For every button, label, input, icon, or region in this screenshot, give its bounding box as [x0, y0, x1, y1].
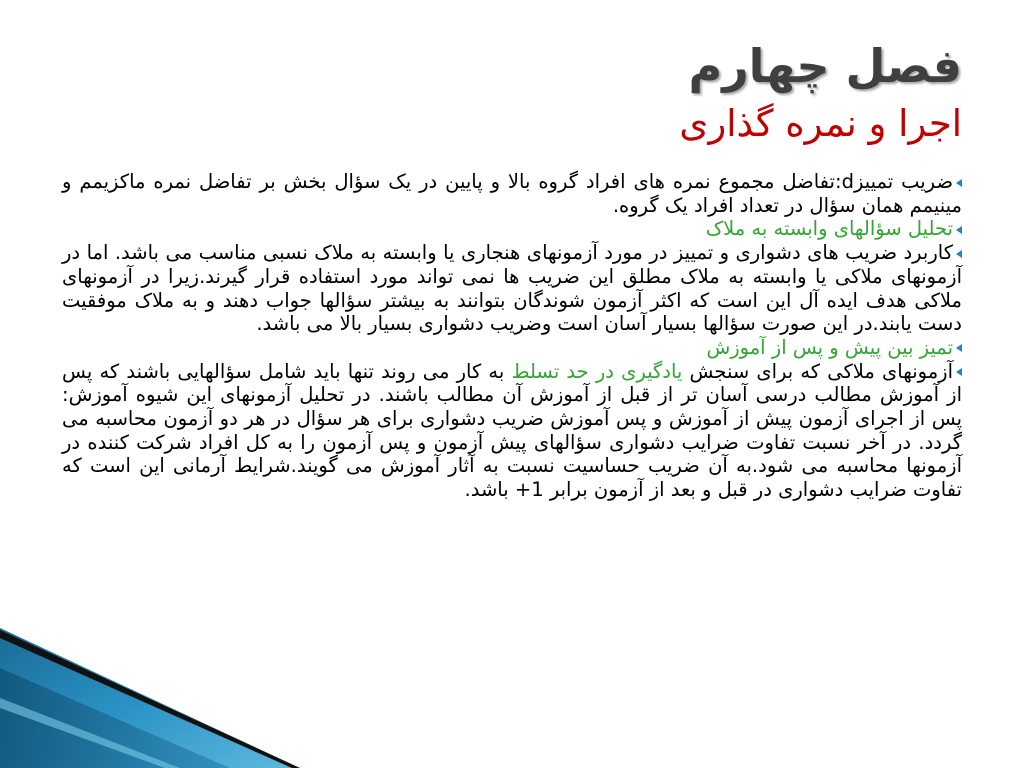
paragraph-text: تمیز بین پیش و پس از آموزش	[706, 335, 953, 359]
paragraph-text: کاربرد ضریب های دشواری و تمییز در مورد آزمونهای هنجاری یا وابسته به ملاک نسبی مناسب می باشد. اما در آزمونهای ملاکی یا وابسته به ملاک مطلق این ضریب ها نمی تواند مورد استفاده قرار گیرند.زیرا در آزمونهای ملاکی هدف ایده آل این است که اکثر آزمون شوندگان بتوانند به بیشتر سؤالها جواب دهند و به ملاک موفقیت دست یابند.در این صورت سؤالها بسیار آسان است وضریب دشواری بسیار بالا می باشد.	[62, 241, 962, 336]
heading-criterion-item-analysis	[62, 217, 962, 241]
paragraph-difficulty-usage	[62, 241, 962, 336]
heading-pre-post-discrimination	[62, 336, 962, 360]
slide-body	[62, 170, 962, 502]
bullet-arrow-icon	[956, 344, 962, 352]
corner-decoration	[0, 628, 300, 768]
bullet-arrow-icon	[956, 368, 962, 376]
term-label: ضریب تمییزd:	[834, 170, 953, 193]
paragraph-mastery-tests	[62, 360, 962, 502]
slide-subtitle: اجرا و نمره گذاری	[679, 102, 962, 145]
paragraph-text-end: به کار می روند تنها باید شامل سؤالهایی باشند که پس از آموزش مطالب درسی آسان تر از قبل از آموزش آن مطالب باشند. در تحلیل آزمونهای این شیوه آموزش: پس از اجرای آزمون پیش از آموزش و پس آموزش ضریب دشواری برای هر سؤال در هر دو آزمون محاسبه می گردد. در آخر نسبت تفاوت ضرایب دشواری سؤالهای پیش آزمون و پس آزمون را به کل افراد شرکت کننده در آزمونها محاسبه می شود.به آن ضریب حساسیت نسبت به آثار آموزش می گویند.شرایط آرمانی این است که تفاوت ضرایب دشواری در قبل و بعد از آزمون برابر 1+ باشد.	[62, 359, 962, 502]
paragraph-text: تحلیل سؤالهای وابسته به ملاک	[705, 217, 953, 241]
slide-title: فصل چهارم	[688, 39, 962, 93]
bullet-arrow-icon	[956, 250, 962, 258]
paragraph-text: تفاضل مجموع نمره های افراد گروه بالا و پایین در یک سؤال بخش بر تفاضل نمره ماکزیمم و مینیمم همان سؤال در تعداد افراد یک گروه.	[62, 170, 962, 217]
bullet-arrow-icon	[956, 179, 962, 187]
paragraph-discrimination-index	[62, 170, 962, 217]
bullet-arrow-icon	[956, 226, 962, 234]
highlight-mastery-learning: یادگیری در حد تسلط	[511, 359, 683, 383]
paragraph-text-start: آزمونهای ملاکی که برای سنجش	[682, 359, 953, 383]
